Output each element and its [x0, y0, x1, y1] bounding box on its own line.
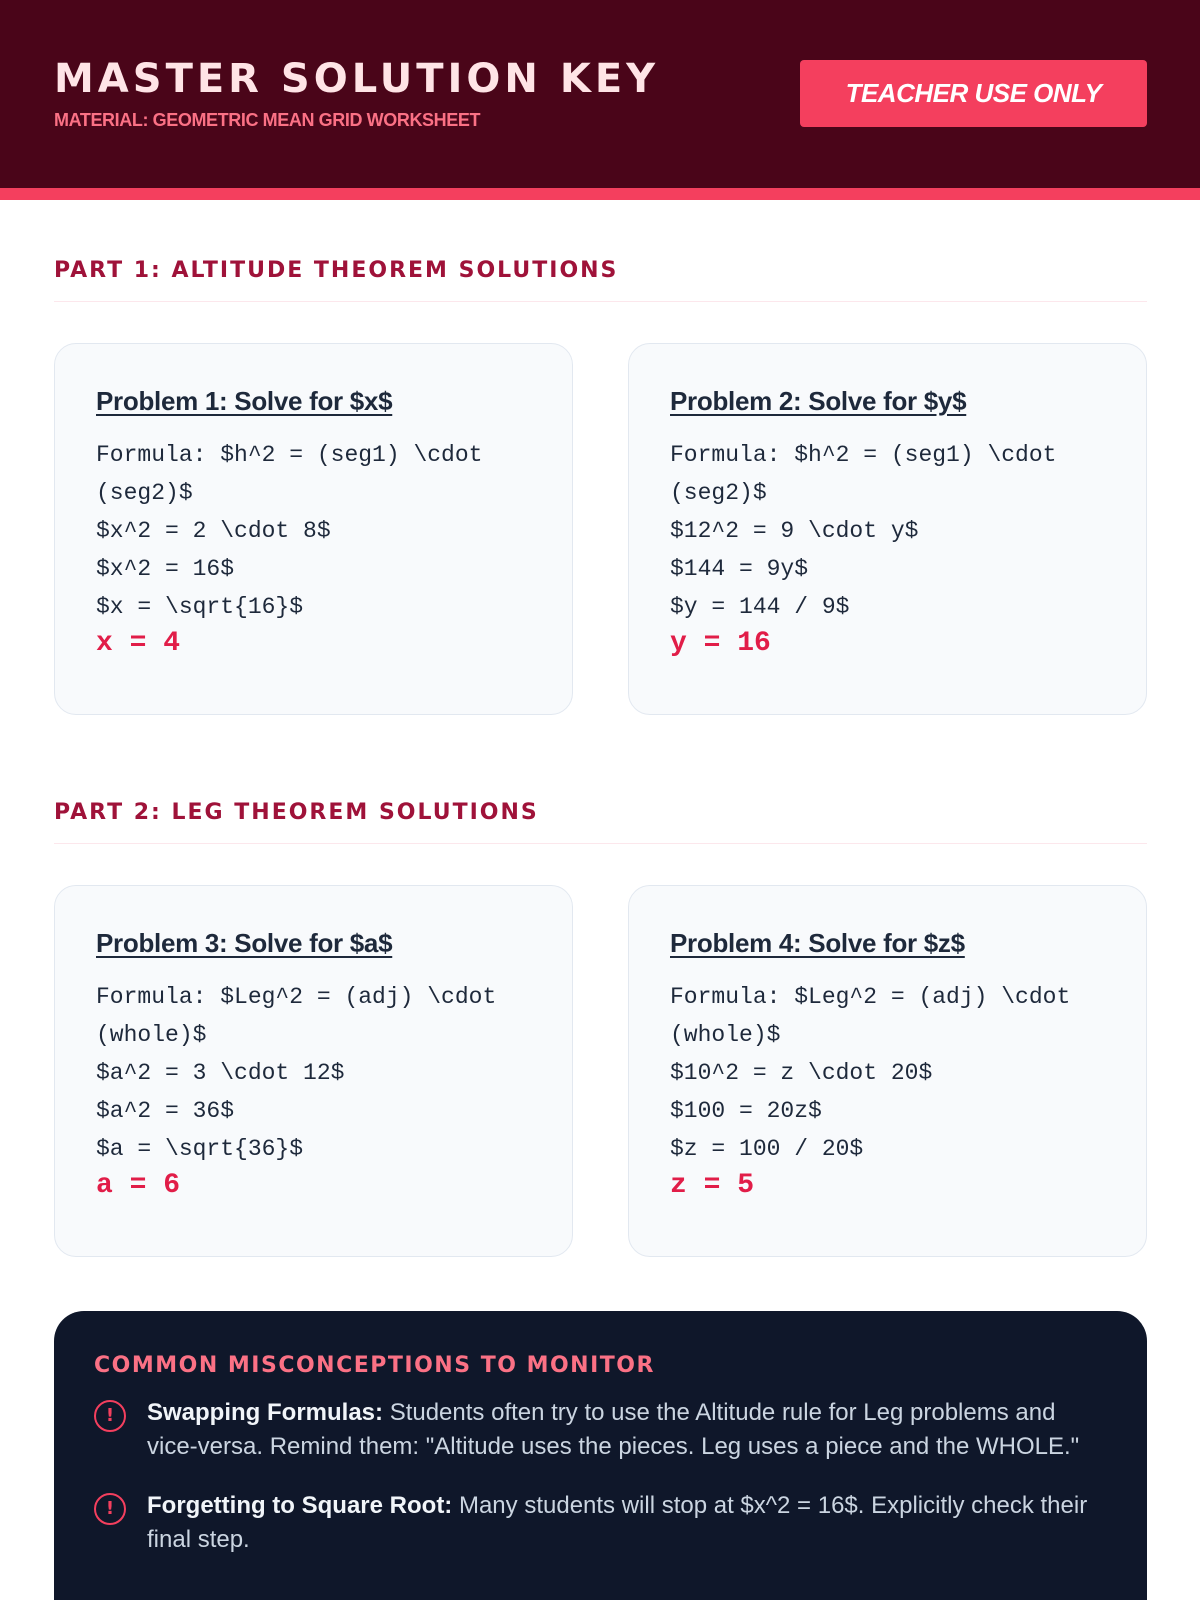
solution-steps — [96, 978, 546, 1168]
solution-step: Formula: $h^2 = (seg1) \cdot (seg2)$ — [96, 442, 497, 506]
solution-step: $y = 144 / 9$ — [670, 594, 850, 620]
problem-card-2 — [628, 343, 1147, 715]
header-accent-bar — [0, 188, 1200, 200]
material-subtitle: MATERIAL: GEOMETRIC MEAN GRID WORKSHEET — [54, 110, 481, 130]
problem-title: Problem 3: Solve for $a$ — [96, 928, 393, 958]
problem-title: Problem 4: Solve for $z$ — [670, 928, 965, 958]
part1-heading: PART 1: ALTITUDE THEOREM SOLUTIONS — [54, 258, 619, 283]
final-answer: z = 5 — [670, 1170, 755, 1201]
misconception-heading: Forgetting to Square Root: — [147, 1492, 459, 1519]
solution-step: Formula: $Leg^2 = (adj) \cdot (whole)$ — [96, 984, 511, 1048]
solution-step: $144 = 9y$ — [670, 556, 809, 582]
teacher-use-badge: TEACHER USE ONLY — [800, 60, 1147, 127]
part2-heading: PART 2: LEG THEOREM SOLUTIONS — [54, 800, 539, 825]
alert-circle-icon: ! — [94, 1400, 126, 1432]
solution-step: $a^2 = 36$ — [96, 1098, 235, 1124]
solution-step: $100 = 20z$ — [670, 1098, 822, 1124]
misconception-body: Many students will stop at $x^2 = 16$. Explicitly check their final step. — [147, 1492, 1088, 1553]
final-answer: y = 16 — [670, 628, 771, 659]
problem-card-1 — [54, 343, 573, 715]
misconception-text — [147, 1396, 1107, 1464]
misconception-body: Students often try to use the Altitude rule for Leg problems and vice-versa. Remind them: "Altitude uses the pieces. Leg uses a piece and the WHOLE." — [147, 1399, 1080, 1460]
misconceptions-heading: COMMON MISCONCEPTIONS TO MONITOR — [94, 1353, 655, 1378]
part2-divider — [54, 843, 1147, 844]
final-answer: x = 4 — [96, 628, 181, 659]
solution-step: $x^2 = 2 \cdot 8$ — [96, 518, 331, 544]
solution-step: Formula: $h^2 = (seg1) \cdot (seg2)$ — [670, 442, 1071, 506]
solution-steps — [670, 978, 1120, 1168]
solution-step: $a^2 = 3 \cdot 12$ — [96, 1060, 345, 1086]
solution-steps — [96, 436, 546, 626]
solution-step: $12^2 = 9 \cdot y$ — [670, 518, 919, 544]
part1-divider — [54, 301, 1147, 302]
problem-card-3 — [54, 885, 573, 1257]
page-title: MASTER SOLUTION KEY — [54, 56, 660, 102]
misconceptions-panel — [54, 1311, 1147, 1600]
problem-title: Problem 1: Solve for $x$ — [96, 386, 393, 416]
solution-step: $z = 100 / 20$ — [670, 1136, 864, 1162]
solution-step: $x^2 = 16$ — [96, 556, 235, 582]
solution-step: $10^2 = z \cdot 20$ — [670, 1060, 933, 1086]
header — [0, 0, 1200, 188]
solution-steps — [670, 436, 1120, 626]
problem-card-4 — [628, 885, 1147, 1257]
problem-title: Problem 2: Solve for $y$ — [670, 386, 967, 416]
misconception-heading: Swapping Formulas: — [147, 1399, 390, 1426]
solution-step: $a = \sqrt{36}$ — [96, 1136, 304, 1162]
alert-circle-icon: ! — [94, 1493, 126, 1525]
misconception-text — [147, 1489, 1107, 1557]
solution-step: Formula: $Leg^2 = (adj) \cdot (whole)$ — [670, 984, 1085, 1048]
final-answer: a = 6 — [96, 1170, 181, 1201]
solution-step: $x = \sqrt{16}$ — [96, 594, 304, 620]
